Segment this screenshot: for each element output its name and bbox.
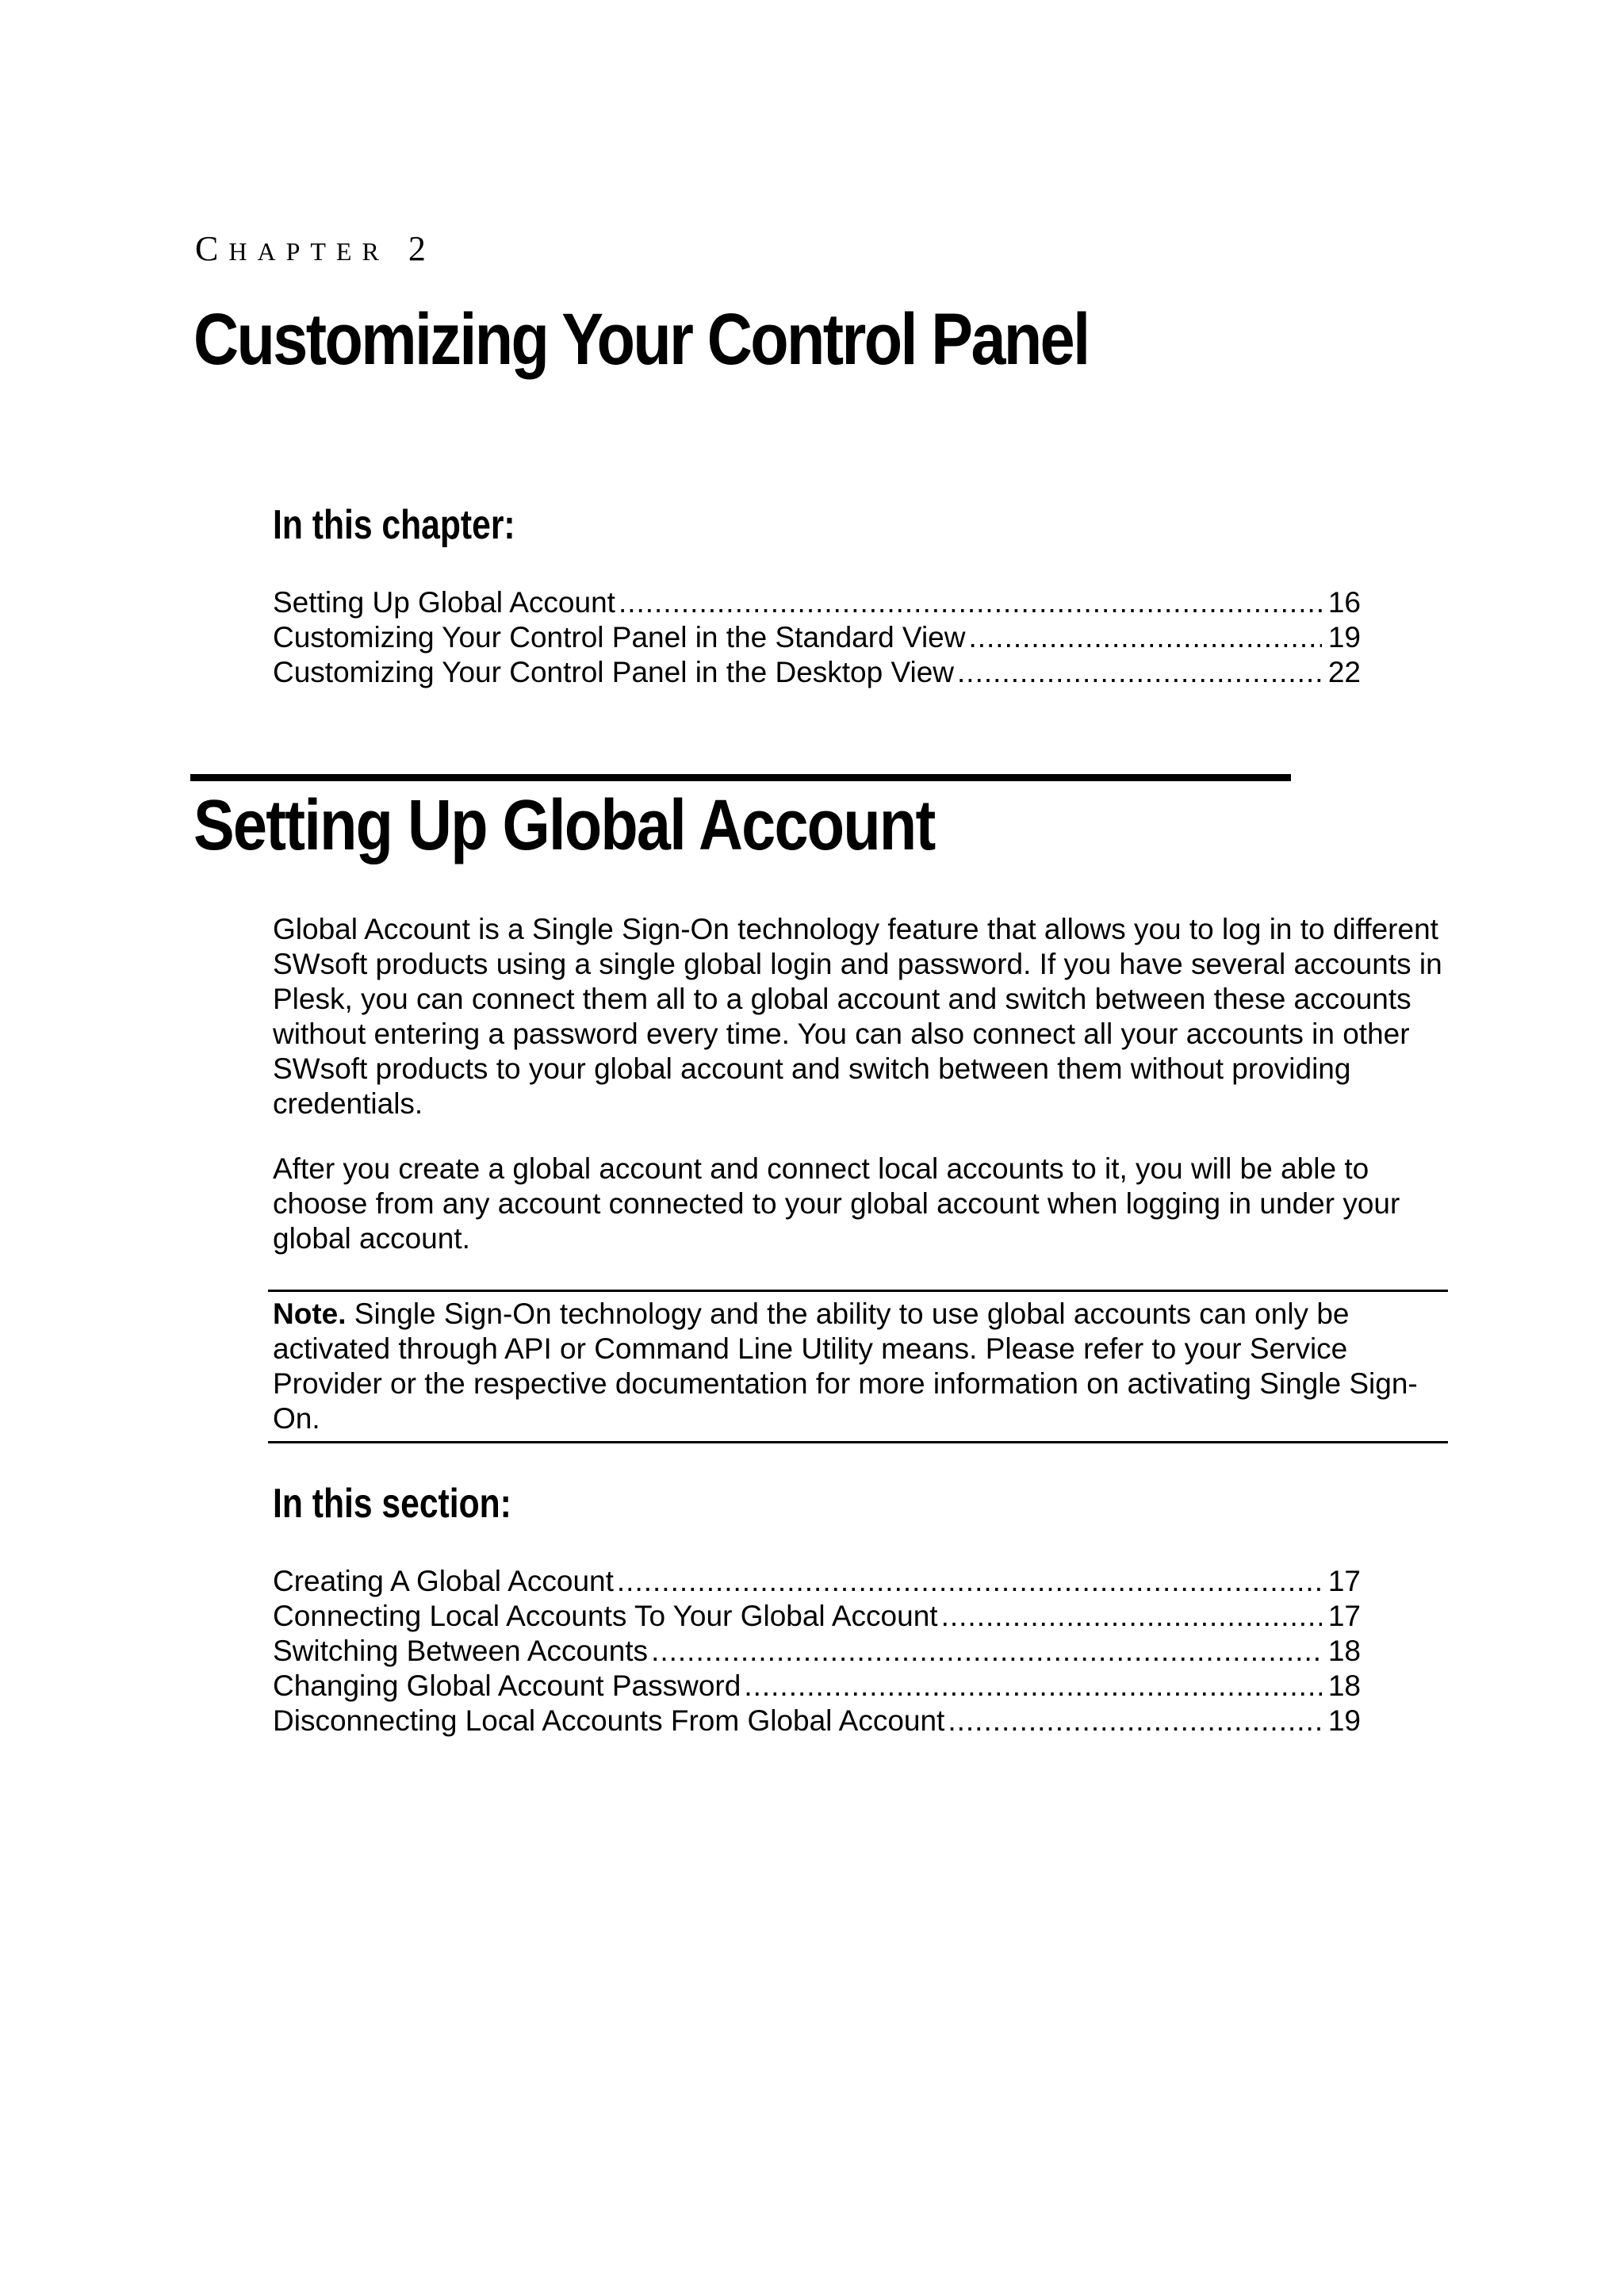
chapter-label-initial: C — [195, 229, 229, 268]
chapter-label — [195, 229, 436, 268]
toc-entry-page[interactable]: 17 — [1327, 1600, 1361, 1632]
toc-entry-page[interactable]: 16 — [1327, 586, 1361, 619]
section-title: Setting Up Global Account — [193, 786, 935, 865]
toc-entry[interactable] — [273, 585, 1361, 620]
toc-leader-dots — [619, 585, 1322, 620]
toc-entry-title[interactable]: Customizing Your Control Panel in the Standard View — [273, 621, 966, 654]
note-text: Single Sign-On technology and the ability to use global accounts can only be activated through API or Command Line Utility means. Please refer to your Service Provider or the respective documentation for more information on activating Single Sign-On. — [273, 1297, 1418, 1435]
toc-entry[interactable] — [273, 655, 1361, 690]
toc-leader-dots — [948, 1704, 1322, 1738]
body-paragraph: After you create a global account and connect local accounts to it, you will be able to choose from any account connected to your global account when logging in under your global account. — [273, 1152, 1400, 1255]
section-divider — [190, 774, 1291, 781]
chapter-label-word: HAPTER — [228, 237, 389, 266]
note-box — [268, 1290, 1448, 1443]
chapter-title: Customizing Your Control Panel — [193, 299, 1089, 380]
toc-entry[interactable] — [273, 1634, 1361, 1669]
toc-entry-title[interactable]: Changing Global Account Password — [273, 1669, 741, 1702]
note-label: Note. — [273, 1297, 347, 1330]
toc-entry[interactable] — [273, 620, 1361, 655]
section-toc — [273, 1564, 1361, 1738]
toc-entry[interactable] — [273, 1599, 1361, 1634]
toc-entry-title[interactable]: Creating A Global Account — [273, 1565, 614, 1597]
toc-entry-title[interactable]: Connecting Local Accounts To Your Global Account — [273, 1600, 938, 1632]
toc-leader-dots — [744, 1669, 1322, 1704]
toc-entry[interactable] — [273, 1704, 1361, 1738]
toc-leader-dots — [941, 1599, 1322, 1634]
section-toc-heading: In this section: — [273, 1481, 511, 1527]
toc-entry-title[interactable]: Customizing Your Control Panel in the Desktop View — [273, 656, 955, 688]
toc-entry-page[interactable]: 18 — [1327, 1635, 1361, 1667]
toc-leader-dots — [968, 620, 1321, 655]
chapter-number: 2 — [408, 229, 436, 268]
toc-entry-title[interactable]: Setting Up Global Account — [273, 586, 615, 619]
toc-entry-title[interactable]: Disconnecting Local Accounts From Global Account — [273, 1704, 945, 1737]
toc-entry-title[interactable]: Switching Between Accounts — [273, 1635, 649, 1667]
toc-entry-page[interactable]: 19 — [1327, 621, 1361, 654]
toc-entry-page[interactable]: 18 — [1327, 1669, 1361, 1702]
chapter-toc — [273, 585, 1361, 690]
toc-entry-page[interactable]: 22 — [1327, 656, 1361, 688]
toc-leader-dots — [651, 1634, 1322, 1669]
chapter-toc-heading: In this chapter: — [273, 502, 515, 548]
toc-leader-dots — [617, 1564, 1322, 1599]
body-paragraph: Global Account is a Single Sign-On technology feature that allows you to log in to different SWsoft products using a single global login and password. If you have several accounts in Plesk, you can connect them all to a global account and switch between these accounts without entering a password every time. You can also connect all your accounts in other SWsoft products to your global account and switch between them without providing credentials. — [273, 913, 1442, 1120]
toc-entry-page[interactable]: 17 — [1327, 1565, 1361, 1597]
toc-entry[interactable] — [273, 1669, 1361, 1704]
toc-entry-page[interactable]: 19 — [1327, 1704, 1361, 1737]
toc-entry[interactable] — [273, 1564, 1361, 1599]
toc-leader-dots — [957, 655, 1322, 690]
